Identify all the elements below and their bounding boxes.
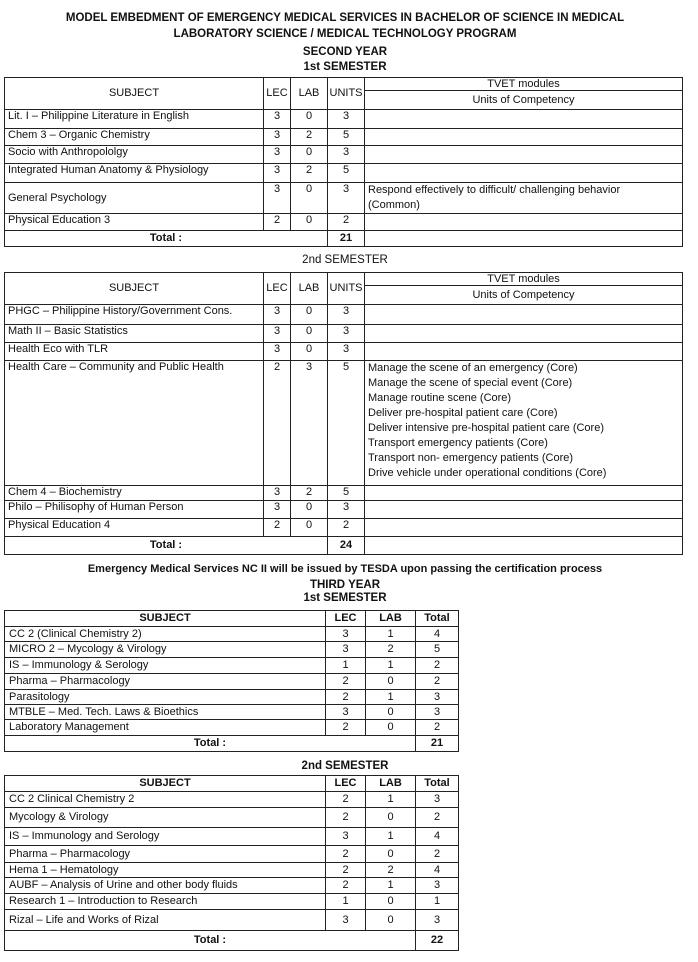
lab-cell: 3 [291,361,328,486]
lab-cell: 1 [366,658,416,674]
third-year-sem1-table [4,610,459,752]
competency-cell [365,214,683,231]
table-row [5,690,459,705]
table-row [5,910,459,931]
subject-cell: Health Eco with TLR [5,343,264,361]
lab-cell: 0 [291,214,328,231]
table-row [5,828,459,846]
units-of-competency-label: Units of Competency [472,94,575,106]
lab-header: LAB [366,611,416,627]
subject-cell: AUBF – Analysis of Urine and other body fluids [5,878,326,894]
subject-cell: Chem 4 – Biochemistry [5,486,264,501]
competency-item: Respond effectively to difficult/ challenging behavior [368,184,621,196]
third-year-sem2-table [4,775,459,951]
subject-header: SUBJECT [5,776,326,792]
table-row [5,627,459,642]
lec-cell: 3 [326,910,366,931]
third-year-sem1-heading: 1st SEMESTER [303,592,387,604]
table-row [5,486,683,501]
total-header: Total [416,611,459,627]
document-title-line-1: MODEL EMBEDMENT OF EMERGENCY MEDICAL SERVICES IN BACHELOR OF SCIENCE IN MEDICAL [65,12,625,24]
total-cell: 4 [416,627,459,642]
units-cell: 3 [328,146,365,164]
subject-cell: Laboratory Management [5,720,326,736]
total-cell: 3 [416,910,459,931]
total-cell: 3 [416,792,459,808]
competency-item: Manage the scene of an emergency (Core) [368,362,578,374]
table-row [5,642,459,658]
total-header: Total [416,776,459,792]
subject-cell: Philo – Philisophy of Human Person [5,501,264,519]
lab-cell: 1 [366,878,416,894]
subject-cell: MICRO 2 – Mycology & Virology [5,642,326,658]
header-row [5,78,683,110]
lec-cell: 1 [326,658,366,674]
lab-cell: 0 [291,343,328,361]
units-cell: 3 [328,343,365,361]
competency-cell [365,110,683,129]
table-row [5,343,683,361]
table-row [5,720,459,736]
units-cell: 3 [328,325,365,343]
subject-cell: CC 2 (Clinical Chemistry 2) [5,627,326,642]
lab-header: LAB [291,78,328,110]
units-header: UNITS [328,78,365,110]
competency-cell [365,129,683,146]
subject-cell: MTBLE – Med. Tech. Laws & Bioethics [5,705,326,720]
table-row [5,878,459,894]
total-cell: 2 [416,846,459,863]
lec-cell: 3 [326,828,366,846]
lab-cell: 2 [291,164,328,183]
total-row [5,231,683,247]
table-row [5,894,459,910]
subject-cell: Rizal – Life and Works of Rizal [5,910,326,931]
tvet-header [365,273,683,305]
table-row [5,110,683,129]
competency-cell [365,325,683,343]
header-row [5,776,459,792]
total-units: 24 [328,537,365,555]
lab-cell: 2 [366,642,416,658]
total-row [5,537,683,555]
lec-cell: 2 [326,690,366,705]
lab-cell: 0 [291,501,328,519]
table-row [5,846,459,863]
total-cell: 2 [416,674,459,690]
units-cell: 3 [328,110,365,129]
subject-header: SUBJECT [5,273,264,305]
lab-cell: 0 [366,674,416,690]
subject-cell: Pharma – Pharmacology [5,674,326,690]
total-label: Total : [5,931,416,951]
total-cell: 5 [416,642,459,658]
lab-cell: 1 [366,627,416,642]
table-row [5,325,683,343]
competency-cell [365,183,683,214]
subject-cell: Mycology & Virology [5,808,326,828]
lab-cell: 0 [291,146,328,164]
table-row [5,214,683,231]
second-year-sem2-heading: 2nd SEMESTER [302,254,388,266]
units-cell: 2 [328,214,365,231]
third-year-heading: THIRD YEAR [309,579,381,591]
total-units: 21 [416,736,459,752]
second-year-sem1-table [4,77,683,247]
second-year-sem2-table [4,272,683,555]
table-row [5,305,683,325]
subject-cell: Research 1 – Introduction to Research [5,894,326,910]
units-cell: 5 [328,486,365,501]
subject-cell: Health Care – Community and Public Health [5,361,264,486]
lec-cell: 2 [326,720,366,736]
lec-cell: 2 [326,674,366,690]
total-cell: 3 [416,878,459,894]
competency-cell [365,361,683,486]
table-row [5,129,683,146]
lec-header: LEC [264,273,291,305]
subject-cell: Parasitology [5,690,326,705]
subject-cell: Socio with Anthropololgy [5,146,264,164]
total-cell: 2 [416,658,459,674]
total-competency-cell [365,231,683,247]
units-cell: 2 [328,519,365,537]
lec-cell: 3 [326,642,366,658]
total-cell: 3 [416,690,459,705]
subject-cell: IS – Immunology & Serology [5,658,326,674]
lab-cell: 1 [366,792,416,808]
table-row [5,164,683,183]
competency-cell [365,164,683,183]
header-row [5,273,683,305]
subject-cell: Math II – Basic Statistics [5,325,264,343]
competency-cell [365,343,683,361]
subject-cell: PHGC – Philippine History/Government Cons. [5,305,264,325]
lec-cell: 3 [264,146,291,164]
second-year-heading: SECOND YEAR [302,46,388,58]
total-cell: 2 [416,808,459,828]
subject-cell: Physical Education 4 [5,519,264,537]
total-label: Total : [5,736,416,752]
lec-cell: 3 [264,486,291,501]
lec-cell: 3 [264,110,291,129]
table-row [5,146,683,164]
units-of-competency-label: Units of Competency [472,289,575,301]
lec-cell: 2 [326,863,366,878]
total-competency-cell [365,537,683,555]
subject-header: SUBJECT [5,611,326,627]
competency-item: Drive vehicle under operational conditions (Core) [368,467,607,479]
table-row [5,183,683,214]
competency-item: Transport emergency patients (Core) [368,437,548,449]
total-row [5,736,459,752]
lab-cell: 0 [291,305,328,325]
table-row [5,792,459,808]
competency-item: Transport non- emergency patients (Core) [368,452,574,464]
competency-item: Manage the scene of special event (Core) [368,377,573,389]
units-cell: 3 [328,501,365,519]
certification-note: Emergency Medical Services NC II will be issued by TESDA upon passing the certification process [87,563,603,575]
header-row [5,611,459,627]
lab-cell: 0 [366,808,416,828]
lec-cell: 3 [264,305,291,325]
lec-cell: 2 [264,214,291,231]
units-cell: 5 [328,164,365,183]
total-label: Total : [5,537,328,555]
lab-cell: 0 [366,910,416,931]
units-header: UNITS [328,273,365,305]
units-cell: 5 [328,361,365,486]
lab-header: LAB [291,273,328,305]
lab-cell: 2 [366,863,416,878]
lec-header: LEC [326,611,366,627]
lec-cell: 3 [264,129,291,146]
total-cell: 4 [416,863,459,878]
lec-cell: 3 [326,627,366,642]
lab-cell: 1 [366,828,416,846]
lec-header: LEC [264,78,291,110]
total-cell: 3 [416,705,459,720]
lec-cell: 2 [326,808,366,828]
competency-item: Deliver pre-hospital patient care (Core) [368,407,558,419]
lab-cell: 0 [291,183,328,214]
tvet-modules-label: TVET modules [365,273,682,286]
total-cell: 2 [416,720,459,736]
document-title-line-2: LABORATORY SCIENCE / MEDICAL TECHNOLOGY PROGRAM [173,28,517,40]
total-label: Total : [5,231,328,247]
total-row [5,931,459,951]
table-row [5,674,459,690]
table-row [5,658,459,674]
table-row [5,863,459,878]
table-row [5,705,459,720]
tvet-header [365,78,683,110]
table-row [5,519,683,537]
competency-cell [365,146,683,164]
lab-cell: 0 [291,110,328,129]
lab-cell: 2 [291,486,328,501]
competency-cell [365,501,683,519]
units-cell: 3 [328,305,365,325]
lab-cell: 0 [366,846,416,863]
subject-cell: Lit. I – Philippine Literature in English [5,110,264,129]
lec-cell: 3 [264,325,291,343]
subject-cell: Pharma – Pharmacology [5,846,326,863]
subject-cell: Hema 1 – Hematology [5,863,326,878]
table-row [5,501,683,519]
competency-item: Manage routine scene (Core) [368,392,512,404]
subject-header: SUBJECT [5,78,264,110]
competency-cell [365,486,683,501]
third-year-sem2-heading: 2nd SEMESTER [301,760,389,772]
subject-cell: Integrated Human Anatomy & Physiology [5,164,264,183]
lab-cell: 0 [291,325,328,343]
units-cell: 5 [328,129,365,146]
tvet-modules-label: TVET modules [365,78,682,91]
lec-cell: 3 [264,164,291,183]
lab-header: LAB [366,776,416,792]
second-year-sem1-heading: 1st SEMESTER [303,61,387,73]
lab-cell: 0 [366,720,416,736]
lab-cell: 0 [291,519,328,537]
table-row [5,808,459,828]
lec-cell: 3 [264,183,291,214]
total-cell: 1 [416,894,459,910]
subject-cell: Physical Education 3 [5,214,264,231]
competency-cell [365,305,683,325]
subject-cell: IS – Immunology and Serology [5,828,326,846]
subject-cell: General Psychology [5,183,264,214]
lec-cell: 2 [326,878,366,894]
lec-cell: 2 [264,519,291,537]
lab-cell: 0 [366,894,416,910]
lec-cell: 2 [264,361,291,486]
competency-cell [365,519,683,537]
lec-cell: 3 [264,343,291,361]
subject-cell: Chem 3 – Organic Chemistry [5,129,264,146]
lec-header: LEC [326,776,366,792]
total-units: 21 [328,231,365,247]
subject-cell: CC 2 Clinical Chemistry 2 [5,792,326,808]
table-row [5,361,683,486]
total-units: 22 [416,931,459,951]
lab-cell: 1 [366,690,416,705]
lab-cell: 0 [366,705,416,720]
competency-item: Deliver intensive pre-hospital patient care (Core) [368,422,604,434]
lec-cell: 2 [326,846,366,863]
lec-cell: 1 [326,894,366,910]
lec-cell: 3 [326,705,366,720]
total-cell: 4 [416,828,459,846]
units-cell: 3 [328,183,365,214]
lab-cell: 2 [291,129,328,146]
competency-item: (Common) [368,199,420,211]
lec-cell: 3 [264,501,291,519]
lec-cell: 2 [326,792,366,808]
